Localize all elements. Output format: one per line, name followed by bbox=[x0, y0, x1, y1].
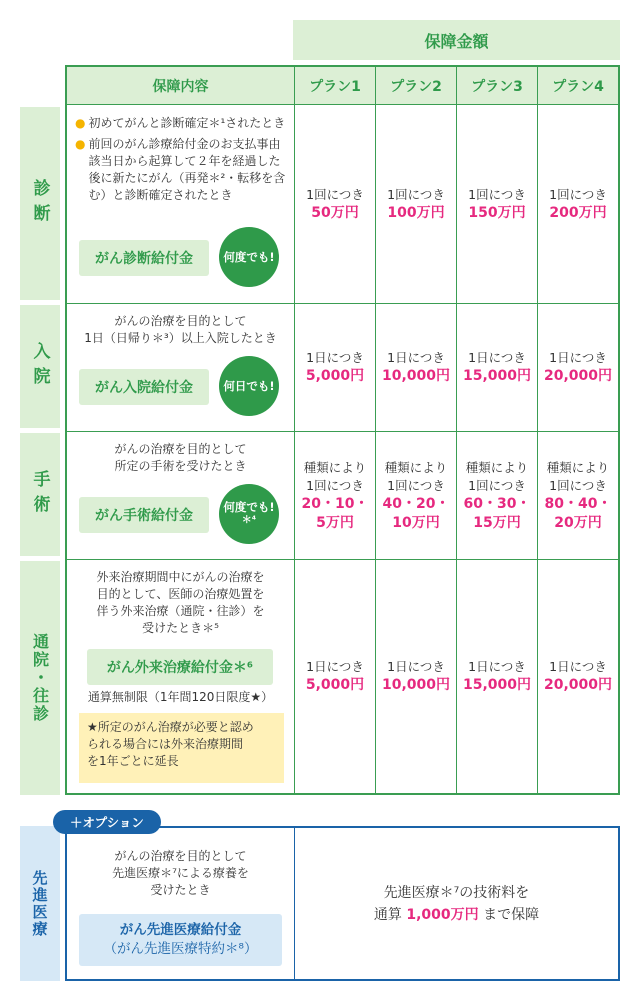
unit-label: 1日につき bbox=[549, 659, 607, 674]
amount-value: 10,000円 bbox=[381, 368, 451, 384]
unit-label: 1回につき bbox=[549, 477, 607, 493]
unit-label: 1回につき bbox=[387, 186, 445, 202]
option-desc-line: がんの治療を目的として bbox=[114, 849, 247, 863]
option-coverage bbox=[295, 828, 618, 979]
amount-value: 15万円 bbox=[473, 514, 521, 531]
coverage-amount-header: 保障金額 bbox=[293, 20, 620, 60]
note-line: ★所定のがん治療が必要と認め bbox=[87, 720, 254, 734]
hospital-description bbox=[67, 313, 294, 347]
diagnosis-plan-3 bbox=[457, 105, 537, 303]
outpatient-plan-1 bbox=[295, 560, 375, 793]
amount-value: 150万円 bbox=[468, 204, 526, 221]
unit-label: 1日につき bbox=[306, 350, 364, 365]
outpatient-plan-4 bbox=[538, 560, 618, 793]
hospital-desc-line: がんの治療を目的として bbox=[114, 314, 247, 328]
unit-label: 1日につき bbox=[387, 350, 445, 365]
amount-value: 5万円 bbox=[316, 514, 354, 531]
outpatient-plan-3 bbox=[457, 560, 537, 793]
side-label-advanced-medical: 先進医療 bbox=[20, 826, 60, 981]
diagnosis-condition-1: 初めてがんと診断確定＊¹されたとき bbox=[88, 116, 286, 130]
amount-value: 20,000円 bbox=[543, 368, 613, 384]
amount-value: 15,000円 bbox=[462, 368, 532, 384]
option-desc-line: 受けたとき bbox=[150, 883, 211, 897]
unit-label: 1回につき bbox=[306, 477, 364, 493]
option-description bbox=[67, 848, 294, 899]
amount-value: 200万円 bbox=[549, 204, 607, 221]
option-table bbox=[65, 826, 620, 981]
diagnosis-condition-2: 前回のがん診療給付金のお支払事由該当日から起算して２年を経過した後に新たにがん（再発＊²・転移を含む）と診断確定されたとき bbox=[88, 137, 286, 202]
outpatient-limit: 通算無制限（1年間120日限度★） bbox=[87, 690, 274, 704]
hospital-plan-1 bbox=[295, 304, 375, 431]
surgery-plan-4 bbox=[538, 432, 618, 559]
amount-value: 100万円 bbox=[387, 204, 445, 221]
outpatient-benefit-label: がん外来治療給付金＊⁶ bbox=[87, 649, 273, 685]
bullet-icon: ● bbox=[75, 116, 86, 130]
surgery-description bbox=[67, 441, 294, 475]
outpatient-desc-line: 伴う外来治療（通院・往診）を bbox=[96, 604, 265, 618]
surgery-plan-2 bbox=[376, 432, 456, 559]
surgery-badge bbox=[219, 484, 279, 544]
amount-value: 5,000円 bbox=[305, 677, 365, 693]
option-desc-line: 先進医療＊⁷による療養を bbox=[112, 866, 249, 880]
option-rider-name: （がん先進医療特約＊⁸） bbox=[103, 941, 258, 957]
unit-label: 1回につき bbox=[306, 186, 364, 202]
unit-label: 種類により bbox=[384, 459, 448, 475]
side-label-hospital: 入院 bbox=[20, 305, 60, 428]
diagnosis-badge-text: 何度でも! bbox=[223, 250, 275, 264]
option-coverage-line: 先進医療＊⁷の技術料を bbox=[383, 884, 530, 901]
content-header: 保障内容 bbox=[67, 67, 294, 104]
unit-label: 1回につき bbox=[468, 477, 526, 493]
diagnosis-description bbox=[75, 115, 287, 204]
hospital-badge bbox=[219, 356, 279, 416]
unit-label: 種類により bbox=[303, 459, 367, 475]
amount-value: 40・20・ bbox=[382, 495, 450, 512]
amount-value: 80・40・ bbox=[544, 495, 612, 512]
option-benefit-label bbox=[79, 914, 282, 966]
outpatient-desc-line: 受けたとき＊⁵ bbox=[142, 621, 219, 635]
unit-label: 1回につき bbox=[387, 477, 445, 493]
diagnosis-badge bbox=[219, 227, 279, 287]
plan-header-3: プラン3 bbox=[457, 67, 537, 104]
outpatient-desc-line: 外来治療期間中にがんの治療を bbox=[96, 570, 265, 584]
surgery-plan-3 bbox=[457, 432, 537, 559]
amount-value: 50万円 bbox=[311, 204, 359, 221]
note-line: を1年ごとに延長 bbox=[87, 754, 179, 768]
amount-value: 60・30・ bbox=[463, 495, 531, 512]
hospital-badge-text: 何日でも! bbox=[223, 379, 275, 393]
option-coverage-amount-line bbox=[374, 904, 539, 926]
surgery-badge-text: 何度でも! bbox=[223, 500, 275, 514]
unit-label: 種類により bbox=[465, 459, 529, 475]
unit-label: 1日につき bbox=[387, 659, 445, 674]
plan-header-2: プラン2 bbox=[376, 67, 456, 104]
amount-value: 10,000円 bbox=[381, 677, 451, 693]
diagnosis-plan-2 bbox=[376, 105, 456, 303]
outpatient-description bbox=[67, 569, 294, 637]
surgery-desc-line: 所定の手術を受けたとき bbox=[114, 459, 247, 473]
amount-value: 5,000円 bbox=[305, 368, 365, 384]
amount-value: 10万円 bbox=[392, 514, 440, 531]
surgery-badge-note: ＊⁴ bbox=[241, 515, 257, 526]
plan-header-1: プラン1 bbox=[295, 67, 375, 104]
option-benefit-name: がん先進医療給付金 bbox=[119, 922, 242, 938]
bullet-icon: ● bbox=[75, 137, 86, 151]
amount-value: 20・10・ bbox=[301, 495, 369, 512]
hospital-benefit-label: がん入院給付金 bbox=[79, 369, 209, 405]
hospital-plan-3 bbox=[457, 304, 537, 431]
benefits-table bbox=[65, 65, 620, 795]
hospital-plan-2 bbox=[376, 304, 456, 431]
unit-label: 1日につき bbox=[549, 350, 607, 365]
diagnosis-plan-1 bbox=[295, 105, 375, 303]
hospital-plan-4 bbox=[538, 304, 618, 431]
coverage-suffix: まで保障 bbox=[483, 906, 540, 923]
unit-label: 1日につき bbox=[468, 350, 526, 365]
unit-label: 1日につき bbox=[306, 659, 364, 674]
outpatient-desc-line: 目的として、医師の治療処置を bbox=[96, 587, 265, 601]
plan-header-4: プラン4 bbox=[538, 67, 618, 104]
side-label-surgery: 手術 bbox=[20, 433, 60, 556]
amount-value: 15,000円 bbox=[462, 677, 532, 693]
unit-label: 1回につき bbox=[468, 186, 526, 202]
option-badge: ＋オプション bbox=[53, 810, 161, 834]
side-label-diagnosis: 診断 bbox=[20, 107, 60, 300]
amount-value: 20,000円 bbox=[543, 677, 613, 693]
unit-label: 1日につき bbox=[468, 659, 526, 674]
amount-value: 20万円 bbox=[554, 514, 602, 531]
coverage-prefix: 通算 bbox=[373, 906, 402, 923]
hospital-desc-line: 1日（日帰り＊³）以上入院したとき bbox=[84, 331, 277, 345]
unit-label: 種類により bbox=[546, 459, 610, 475]
diagnosis-plan-4 bbox=[538, 105, 618, 303]
unit-label: 1回につき bbox=[549, 186, 607, 202]
note-line: られる場合には外来治療期間 bbox=[87, 737, 244, 751]
surgery-benefit-label: がん手術給付金 bbox=[79, 497, 209, 533]
diagnosis-benefit-label: がん診断給付金 bbox=[79, 240, 209, 276]
surgery-desc-line: がんの治療を目的として bbox=[114, 442, 247, 456]
outpatient-plan-2 bbox=[376, 560, 456, 793]
side-label-outpatient: 通院・往診 bbox=[20, 561, 60, 795]
surgery-plan-1 bbox=[295, 432, 375, 559]
coverage-amount: 1,000万円 bbox=[406, 906, 479, 923]
outpatient-note bbox=[79, 713, 284, 783]
